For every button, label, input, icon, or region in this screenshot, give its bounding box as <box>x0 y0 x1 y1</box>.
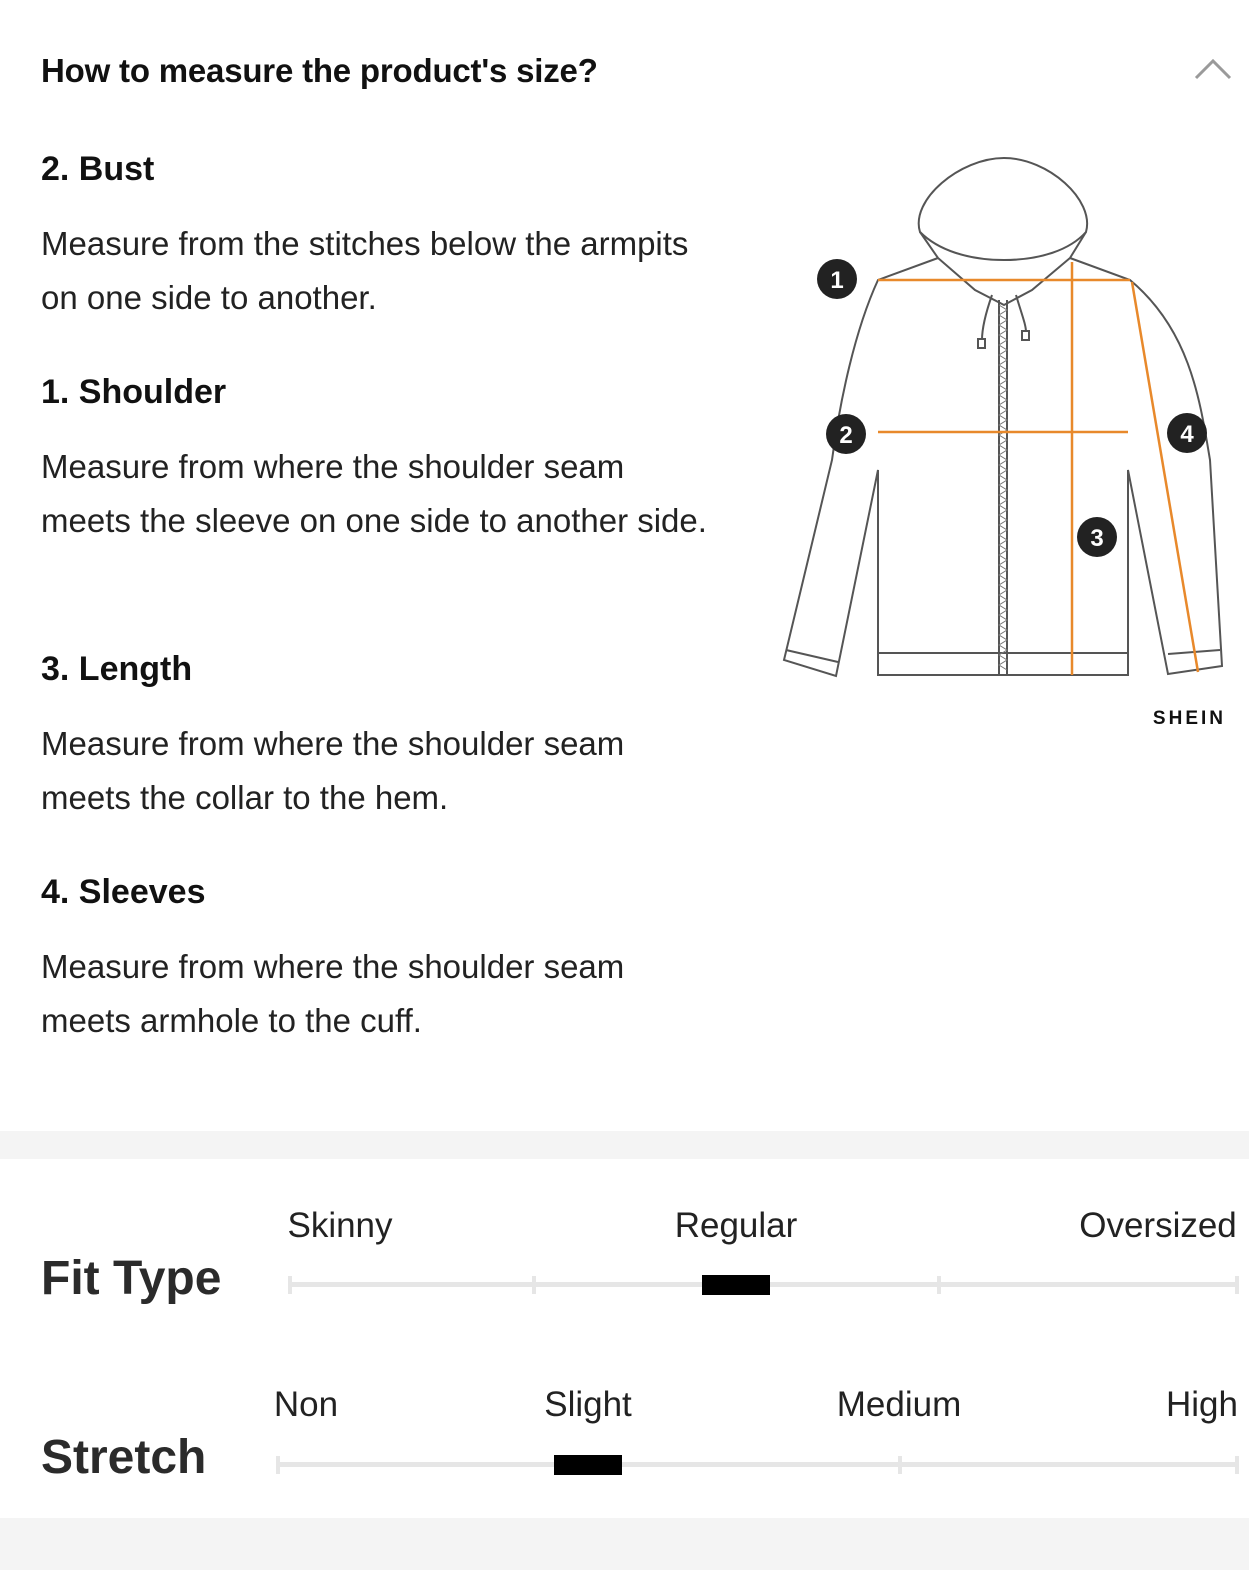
hoodie-measurement-illustration <box>770 140 1240 740</box>
fit-type-label: Fit Type <box>41 1252 222 1305</box>
marker-2-icon <box>826 414 866 454</box>
stretch-tick <box>1235 1456 1239 1474</box>
stretch-indicator <box>554 1455 622 1475</box>
step-title-sleeves: 4. Sleeves <box>41 873 206 911</box>
fit-type-tick <box>288 1276 292 1294</box>
fit-type-tick <box>1235 1276 1239 1294</box>
brand-logo: SHEIN <box>1152 708 1226 729</box>
section-divider <box>0 1131 1249 1159</box>
fit-type-indicator <box>702 1275 770 1295</box>
step-description-shoulder: Measure from where the shoulder seam meets the sleeve on one side to another side. <box>41 448 707 539</box>
stretch-tick <box>276 1456 280 1474</box>
hoodie-measurement-diagram <box>770 140 1240 740</box>
stretch-option-high: High <box>1166 1385 1238 1424</box>
size-guide-title: How to measure the product's size? <box>41 52 598 89</box>
fit-type-tick <box>532 1276 536 1294</box>
stretch-option-non: Non <box>273 1385 339 1424</box>
fit-option-oversized: Oversized <box>1079 1206 1237 1245</box>
marker-3-label: 3 <box>1090 525 1104 552</box>
fit-option-regular: Regular <box>674 1206 798 1245</box>
step-title-shoulder: 1. Shoulder <box>41 373 227 411</box>
stretch-tick <box>898 1456 902 1474</box>
marker-2-label: 2 <box>839 422 853 449</box>
fit-option-skinny: Skinny <box>287 1206 393 1245</box>
marker-4-label: 4 <box>1180 421 1194 448</box>
stretch-option-medium: Medium <box>836 1385 962 1424</box>
stretch-label: Stretch <box>41 1431 207 1484</box>
stretch-track <box>276 1462 1239 1467</box>
chevron-up-icon[interactable] <box>1192 52 1234 84</box>
step-description-sleeves: Measure from where the shoulder seam meets armhole to the cuff. <box>41 948 625 1039</box>
stretch-option-slight: Slight <box>544 1385 632 1424</box>
step-title-length: 3. Length <box>41 650 193 688</box>
step-title-bust: 2. Bust <box>41 150 155 188</box>
marker-1-label: 1 <box>830 267 844 294</box>
step-description-length: Measure from where the shoulder seam meets the collar to the hem. <box>41 725 625 816</box>
section-divider <box>0 1518 1249 1570</box>
size-guide-header[interactable] <box>0 0 1249 140</box>
step-description-bust: Measure from the stitches below the armpits on one side to another. <box>41 225 689 316</box>
marker-1-icon <box>817 259 857 299</box>
marker-4-icon <box>1167 413 1207 453</box>
fit-type-tick <box>937 1276 941 1294</box>
marker-3-icon <box>1077 517 1117 557</box>
